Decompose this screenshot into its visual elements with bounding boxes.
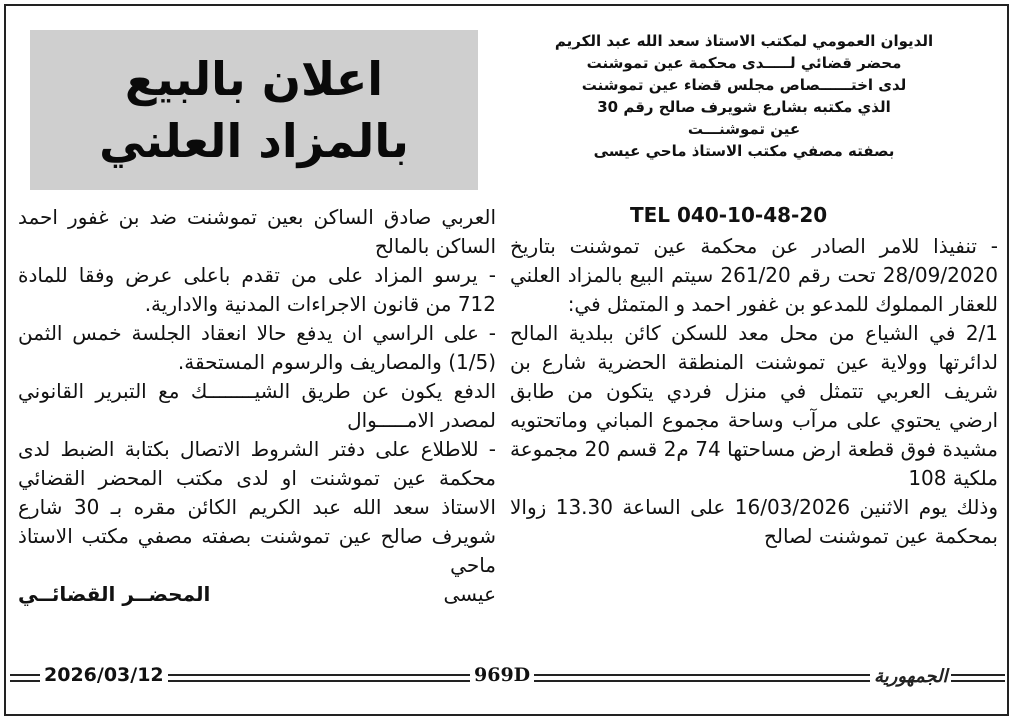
footer-bar [10, 664, 1005, 690]
paragraph: وذلك يوم الاثنين 16/03/2026 على الساعة 13.30 زوالا بمحكمة عين تموشنت لصالح [510, 495, 998, 548]
office-line: الديوان العمومي لمكتب الاستاذ سعد الله عبد الكريم [554, 32, 934, 50]
newspaper-logo: الجمهورية [870, 666, 951, 687]
paragraph: - تنفيذا للامر الصادر عن محكمة عين تموشنت بتاريخ 28/09/2020 تحت رقم 261/20 سيتم البيع بالمزاد العلني للعقار المملوك للمدعو بن غفور احمد و المتمثل في: [510, 234, 998, 316]
office-line: محضر قضائي لـــــدى محكمة عين تموشنت [586, 54, 902, 72]
text-continuation: عيسى [443, 582, 496, 606]
paragraph: - على الراسي ان يدفع حالا انعقاد الجلسة خمس الثمن (1/5) والمصاريف والرسوم المستحقة. [18, 321, 496, 374]
paragraph: 2/1 في الشياع من محل معد للسكن كائن ببلدية المالح لدائرتها وولاية عين تموشنت المنطقة الحضرية شارع بن شريف العربي تتمثل في منزل فردي يتكون من طابق ارضي يحتوي على مرآب وساحة مجموع المباني وماتحتويه مشيدة فوق قطعة ارض مساحتها 74 م2 قسم 20 مجموعة ملكية 108 [510, 321, 998, 490]
ad-title-line-2: بالمزاد العلني [99, 114, 409, 168]
office-line: بصفته مصفي مكتب الاستاذ ماحي عيسى [593, 142, 895, 160]
left-text-column [18, 203, 496, 609]
office-line: عين تموشنـــت [687, 120, 801, 138]
signature-line [18, 580, 496, 609]
paragraph: - يرسو المزاد على من تقدم باعلى عرض وفقا للمادة 712 من قانون الاجراءات المدنية والادارية. [18, 263, 496, 316]
ad-title-line-1: اعلان بالبيع [124, 52, 384, 106]
paragraph: العربي صادق الساكن بعين تموشنت ضد بن غفور احمد الساكن بالمالح [18, 205, 496, 258]
publication-date: 2026/03/12 [40, 664, 168, 686]
office-line: لدى اختــــــصاص مجلس قضاء عين تموشنت [581, 76, 907, 94]
right-text-column [510, 232, 998, 551]
paragraph: الدفع يكون عن طريق الشيــــــــك مع التبرير القانوني لمصدر الامـــــوال [18, 379, 496, 432]
office-header [500, 30, 988, 162]
ad-code: 969D [470, 664, 534, 686]
ad-title-banner [30, 30, 478, 190]
telephone-number: TEL 040-10-48-20 [630, 203, 828, 227]
paragraph: - للاطلاع على دفتر الشروط الاتصال بكتابة الضبط لدى محكمة عين تموشنت او لدى مكتب المحضر القضائي الاستاذ سعد الله عبد الكريم الكائن مقره بـ 30 شارع شويرف صالح عين تموشنت بصفته مصفي مكتب الاستاذ ماحي [18, 437, 496, 577]
signature-title: المحضــر القضائــي [18, 582, 211, 606]
office-line: الذي مكتبه بشارع شويرف صالح رقم 30 [597, 98, 891, 116]
